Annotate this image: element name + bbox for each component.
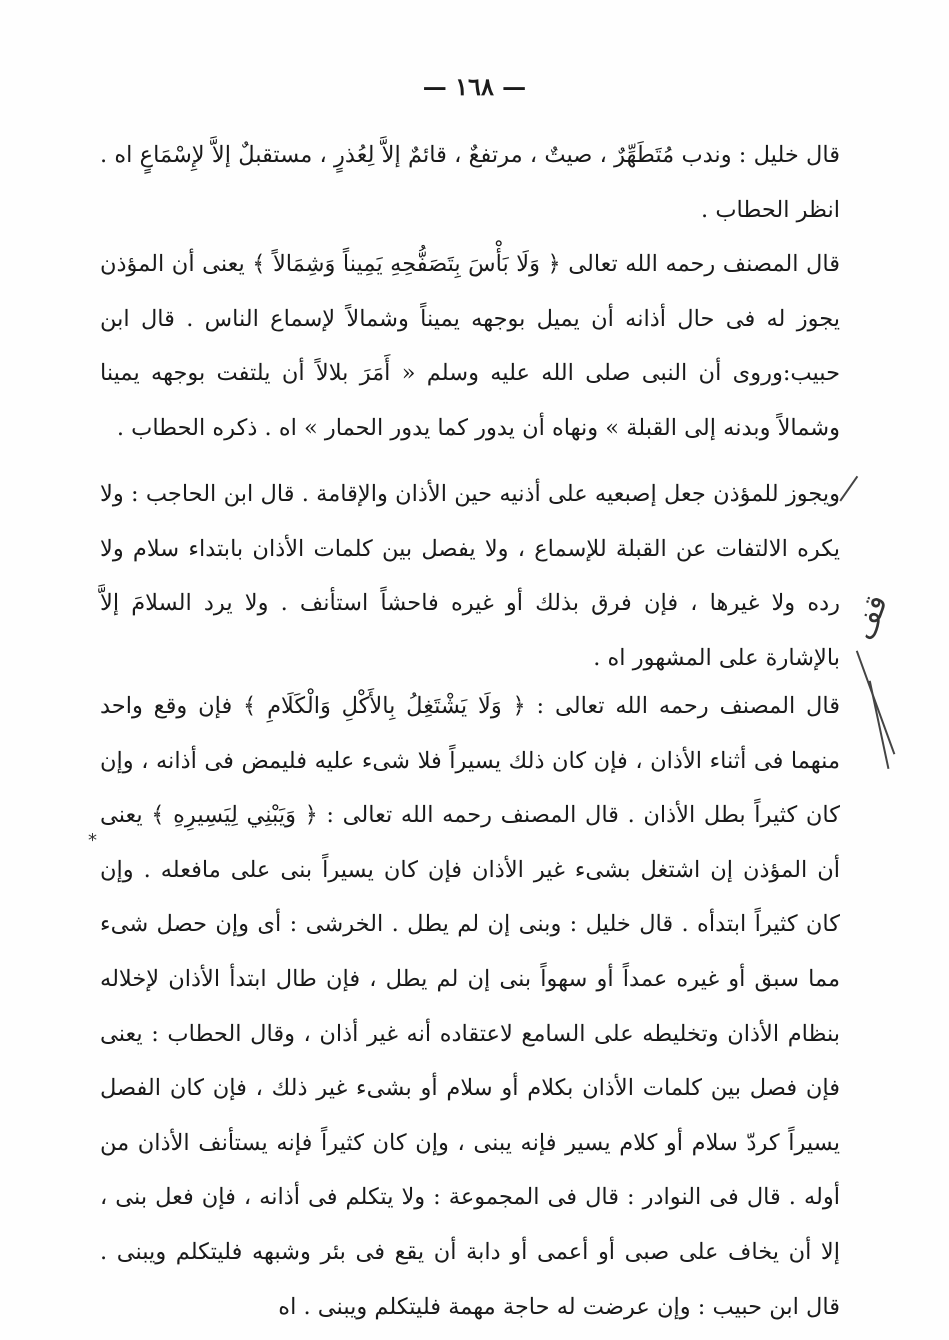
handwritten-stroke <box>839 476 857 501</box>
handwritten-margin-note: قف <box>846 590 895 645</box>
page-number: — ١٦٨ — <box>422 72 527 101</box>
paragraph-khalil-quote: قال خليل : وندب مُتَطَهِّرٌ ، صيتٌ ، مرتفعٌ ، قائمٌ إلاَّ لِعُذرٍ ، مستقبلٌ إلاَّ لإِسْمَاعٍ اه . انظر الحطاب . <box>100 142 840 223</box>
margin-asterisk-mark: * <box>88 830 97 851</box>
handwritten-stroke <box>869 681 889 769</box>
handwritten-stroke <box>856 650 895 754</box>
paragraph-fingers-in-ears: ويجوز للمؤذن جعل إصبعيه على أذنيه حين الأذان والإقامة . قال ابن الحاجب : ولا يكره الالتفات عن القبلة للإسماع ، ولا يفصل بين كلمات الأذان بابتداء سلام ولا رده ولا غيرها ، فإن فرق بذلك أو غيره فاحشاً استأنف . ولا يرد السلامَ إلاَّ بالإشارة على المشهور اه . <box>100 481 840 671</box>
paragraph-eating-talking: قال المصنف رحمه الله تعالى : ﴿ وَلَا يَشْتَغِلُ بِالأَكْلِ وَالْكَلَامِ ﴾ فإن وقع واحد منهما فى أثناء الأذان ، فإن كان ذلك يسيراً فلا شىء عليه فليمض فى أذانه ، وإن كان كثيراً بطل الأذان . قال المصنف رحمه الله تعالى : ﴿ وَيَبْنِي لِيَسِيرِهِ ﴾ يعنى أن المؤذن إن اشتغل بشىء غير الأذان فإن كان يسيراً بنى على مافعله . وإن كان كثيراً ابتدأه . قال خليل : وبنى إن لم يطل . الخرشى : أى وإن حصل شىء مما سبق أو غيره عمداً أو سهواً بنى إن لم يطل ، فإن طال ابتدأ الأذان لإخلاله بنظام الأذان وتخليطه على السامع لاعتقاده أنه غير أذان ، وقال الحطاب : يعنى فإن فصل بين كلمات الأذان بكلام أو سلام أو بشىء غير ذلك ، فإن كان الفصل يسيراً كردّ سلام أو كلام يسير فإنه يبنى ، وإن كان كثيراً فإنه يستأنف الأذان من أوله . قال فى النوادر : قال فى المجموعة : ولا يتكلم فى أذانه ، فإن فعل بنى ، إلا أن يخاف على صبى أو أعمى أو دابة أن يقع فى بئر وشبهه فليتكلم ويبنى . قال ابن حبيب : وإن عرضت له حاجة مهمة فليتكلم ويبنى . اه <box>100 693 840 1320</box>
paragraph-tasaffuh: قال المصنف رحمه الله تعالى ﴿ وَلَا بَأْسَ بِتَصَفُّحِهِ يَمِيناً وَشِمَالاً ﴾ يعنى أن المؤذن يجوز له فى حال أذانه أن يميل بوجهه يميناً وشمالاً لإسماع الناس . قال ابن حبيب:وروى أن النبى صلى الله عليه وسلم « أَمَرَ بلالاً أن يلتفت بوجهه يمينا وشمالاً وبدنه إلى القبلة » ونهاه أن يدور كما يدور الحمار » اه . ذكره الحطاب . <box>100 251 840 441</box>
